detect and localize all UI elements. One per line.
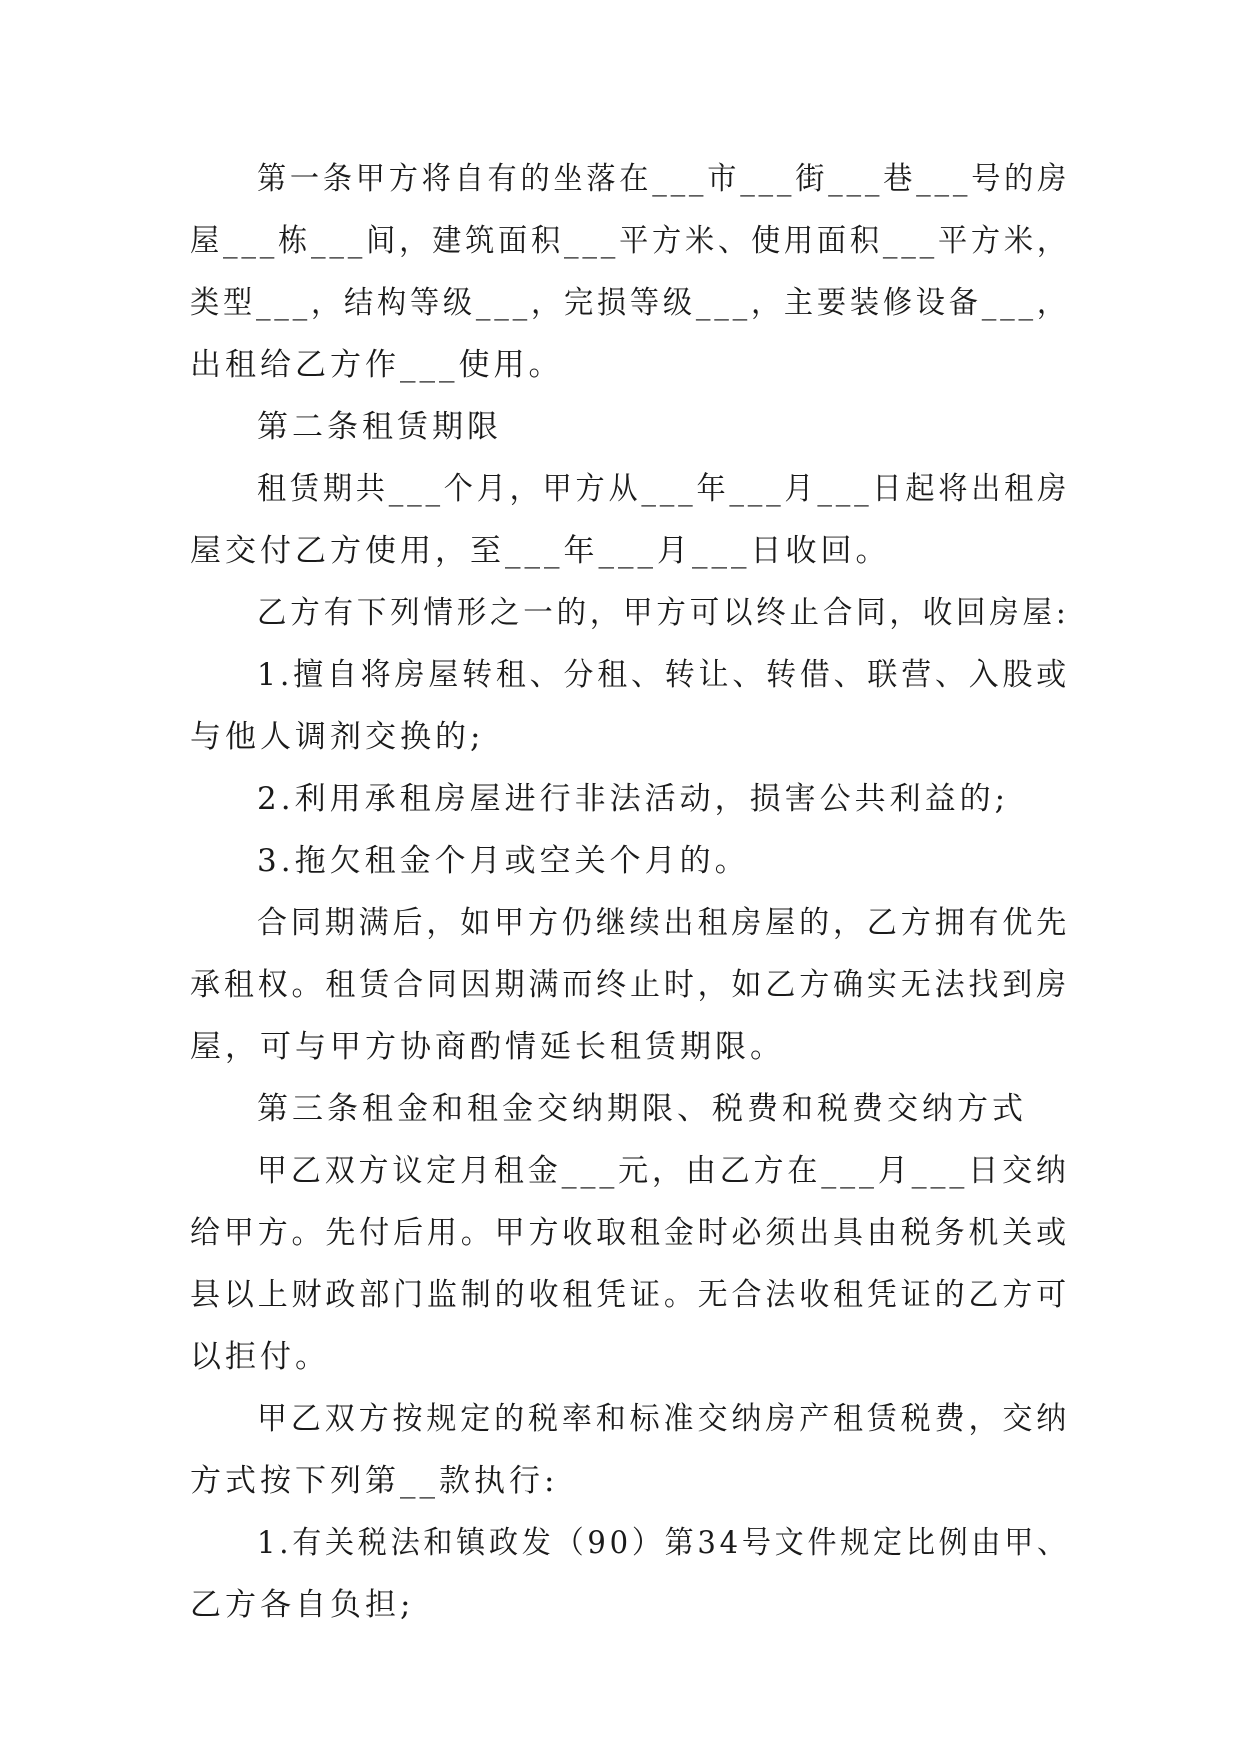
document-line: 类型___，结构等级___，完损等级___，主要装修设备___， [190,285,1070,321]
document-line: 3.拖欠租金个月或空关个月的。 [257,843,750,879]
document-line: 合同期满后，如甲方仍继续出租房屋的，乙方拥有优先 [257,905,1071,941]
document-line: 1.有关税法和镇政发（90）第34号文件规定比例由甲、 [257,1525,1070,1561]
document-line: 方式按下列第__款执行: [190,1463,559,1499]
document-line: 屋交付乙方使用，至___年___月___日收回。 [190,533,891,569]
document-line: 屋，可与甲方协商酌情延长租赁期限。 [190,1029,785,1065]
document-line: 1.擅自将房屋转租、分租、转让、转借、联营、入股或 [257,657,1071,693]
document-line: 出租给乙方作___使用。 [190,347,564,383]
document-line: 第三条租金和租金交纳期限、税费和税费交纳方式 [257,1091,1027,1127]
document-line: 第一条甲方将自有的坐落在___市___街___巷___号的房 [257,161,1071,197]
document-line: 承租权。租赁合同因期满而终止时，如乙方确实无法找到房 [190,967,1070,1003]
document-line: 乙方有下列情形之一的，甲方可以终止合同，收回房屋: [257,595,1070,631]
document-line: 屋___栋___间，建筑面积___平方米、使用面积___平方米， [190,223,1070,259]
document-page [190,148,1070,1636]
document-line: 与他人调剂交换的; [190,719,485,755]
document-line: 2.利用承租房屋进行非法活动，损害公共利益的; [257,781,1010,817]
document-line: 给甲方。先付后用。甲方收取租金时必须出具由税务机关或 [190,1215,1070,1251]
document-line: 甲乙双方按规定的税率和标准交纳房产租赁税费，交纳 [257,1401,1071,1437]
document-line: 租赁期共___个月，甲方从___年___月___日起将出租房 [257,471,1071,507]
document-line: 乙方各自负担; [190,1587,415,1623]
document-line: 以拒付。 [190,1339,330,1375]
document-line: 甲乙双方议定月租金___元，由乙方在___月___日交纳 [257,1153,1070,1189]
document-line: 第二条租赁期限 [257,409,502,445]
document-line: 县以上财政部门监制的收租凭证。无合法收租凭证的乙方可 [190,1277,1070,1313]
